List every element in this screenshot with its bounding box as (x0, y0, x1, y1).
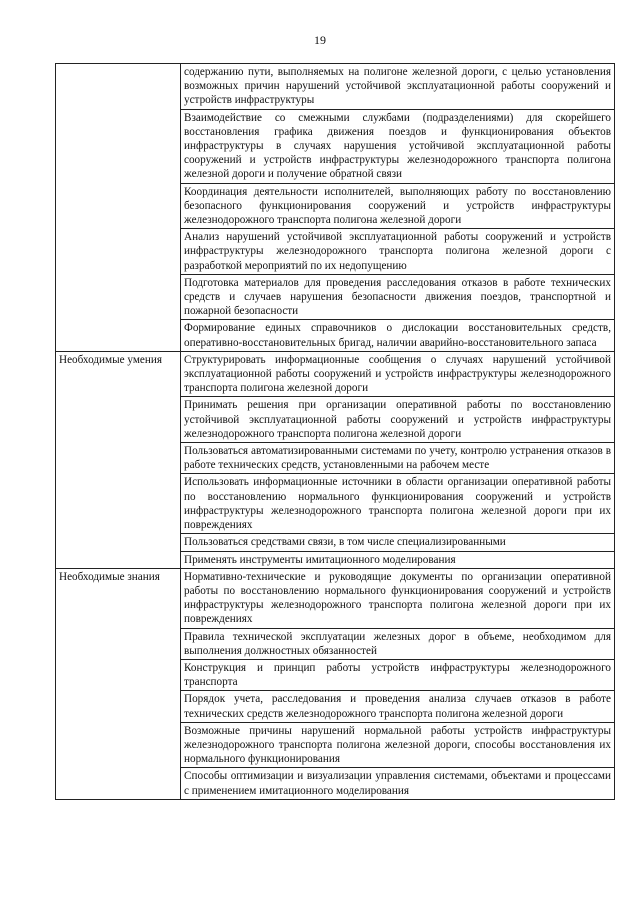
requirement-item: Применять инструменты имитационного моделирования (181, 551, 615, 568)
section-label (56, 64, 181, 352)
requirement-item: Пользоваться средствами связи, в том числе специализированными (181, 534, 615, 551)
requirement-item: Формирование единых справочников о дислокации восстановительных средств, оперативно-восстановительных бригад, наличии аварийно-восстановительного запаса (181, 320, 615, 351)
requirement-item: Нормативно-технические и руководящие документы по организации оперативной работы по восстановлению нормального функционирования сооружений и устройств инфраструктуры железнодорожного транспорта полигона железной дороги при их повреждениях (181, 568, 615, 628)
requirement-item: Координация деятельности исполнителей, выполняющих работу по восстановлению безопасного функционирования сооружений и устройств инфраструктуры железнодорожного транспорта полигона железной дороги (181, 183, 615, 229)
table-row (56, 64, 615, 110)
requirement-item: Взаимодействие со смежными службами (подразделениями) для скорейшего восстановления графика движения поездов и функционирования объектов инфраструктуры в случаях нарушения устойчивой эксплуатационной работы сооружений и устройств инфраструктуры железнодорожного транспорта полигона железной дороги и получение обратной связи (181, 109, 615, 183)
requirement-item: Порядок учета, расследования и проведения анализа случаев отказов в работе технических средств железнодорожного транспорта полигона железной дороги (181, 691, 615, 722)
requirement-item: Способы оптимизации и визуализации управления системами, объектами и процессами с применением имитационного моделирования (181, 768, 615, 799)
requirement-item: Структурировать информационные сообщения о случаях нарушений устойчивой эксплуатационной работы сооружений и устройств инфраструктуры железнодорожного транспорта полигона железной дороги (181, 351, 615, 397)
table-row (56, 568, 615, 628)
requirement-item: Пользоваться автоматизированными системами по учету, контролю устранения отказов в работе технических средств, установленными на рабочем месте (181, 443, 615, 474)
requirement-item: Возможные причины нарушений нормальной работы устройств инфраструктуры железнодорожного транспорта полигона железной дороги, способы восстановления их нормального функционирования (181, 722, 615, 768)
table-row (56, 351, 615, 397)
requirement-item: Использовать информационные источники в области организации оперативной работы по восстановлению нормального функционирования сооружений и устройств инфраструктуры железнодорожного транспорта полигона железной дороги при их повреждениях (181, 474, 615, 534)
requirements-table (55, 63, 615, 800)
requirement-item: содержанию пути, выполняемых на полигоне железной дороги, с целью установления возможных причин нарушений устойчивой эксплуатационной работы сооружений и устройств инфраструктуры (181, 64, 615, 110)
requirement-item: Правила технической эксплуатации железных дорог в объеме, необходимом для выполнения должностных обязанностей (181, 628, 615, 659)
requirement-item: Принимать решения при организации оперативной работы по восстановлению устойчивой эксплуатационной работы сооружений и устройств инфраструктуры железнодорожного транспорта полигона железной дороги (181, 397, 615, 443)
section-label: Необходимые знания (56, 568, 181, 799)
requirement-item: Анализ нарушений устойчивой эксплуатационной работы сооружений и устройств инфраструктуры железнодорожного транспорта полигона железной дороги с разработкой мероприятий по их недопущению (181, 229, 615, 275)
requirement-item: Подготовка материалов для проведения расследования отказов в работе технических средств и случаев нарушения безопасности движения поездов, транспортной и пожарной безопасности (181, 274, 615, 320)
section-label: Необходимые умения (56, 351, 181, 568)
requirement-item: Конструкция и принцип работы устройств инфраструктуры железнодорожного транспорта (181, 659, 615, 690)
page-number: 19 (314, 33, 326, 47)
